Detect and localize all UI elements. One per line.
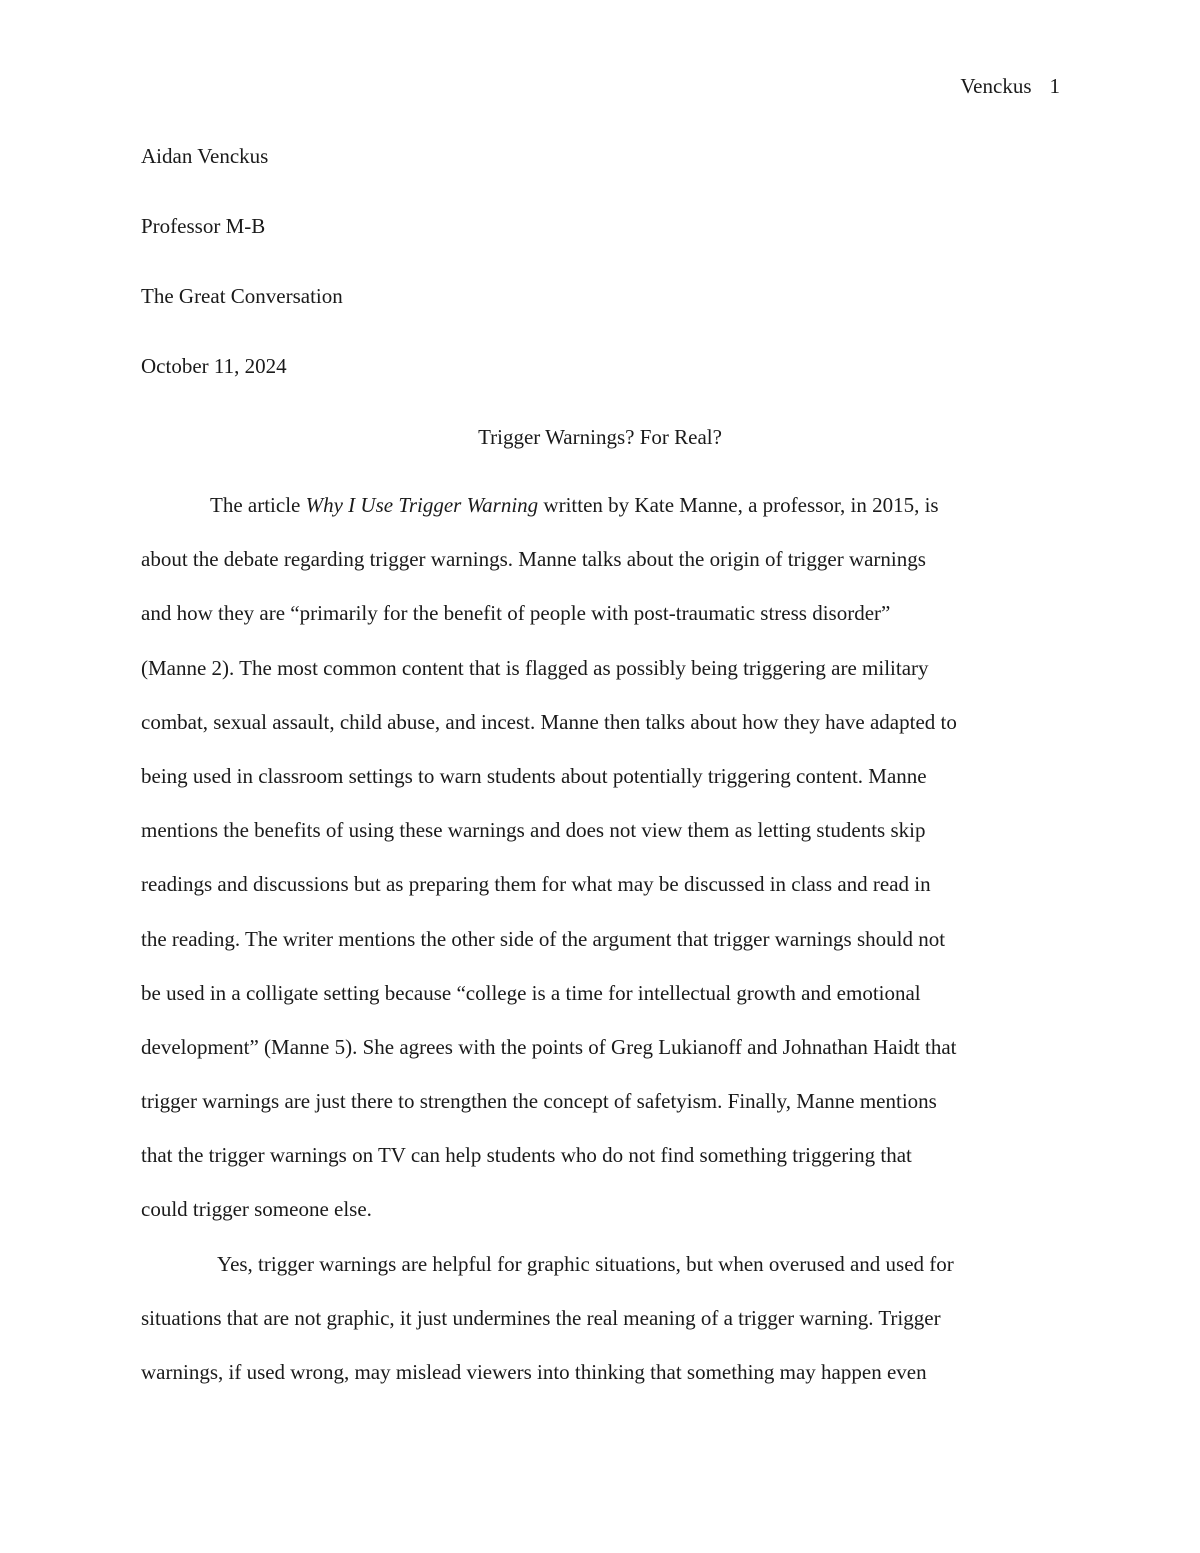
professor-name: Professor M-B: [141, 214, 266, 238]
text-line: about the debate regarding trigger warnings. Manne talks about the origin of trigger warnings: [141, 547, 926, 572]
text-line: could trigger someone else.: [141, 1197, 372, 1222]
text-line: readings and discussions but as preparing them for what may be discussed in class and read in: [141, 872, 931, 897]
line-text: written by Kate Manne, a professor, in 2015, is: [538, 493, 939, 517]
course-name: The Great Conversation: [141, 284, 343, 308]
text-line: that the trigger warnings on TV can help students who do not find something triggering that: [141, 1143, 912, 1168]
text-line: Yes, trigger warnings are helpful for graphic situations, but when overused and used for: [217, 1251, 954, 1276]
line-text: The article: [210, 493, 306, 517]
paragraph-1-line-1: [141, 478, 1059, 532]
text-line: situations that are not graphic, it just undermines the real meaning of a trigger warning. Trigger: [141, 1305, 941, 1330]
text-line: combat, sexual assault, child abuse, and incest. Manne then talks about how they have adapted to: [141, 709, 957, 734]
page-number: 1: [1049, 74, 1060, 98]
running-head: [960, 73, 1060, 99]
text-line: mentions the benefits of using these warnings and does not view them as letting students skip: [141, 818, 926, 843]
article-title: Why I Use Trigger Warning: [305, 493, 539, 517]
text-line: and how they are “primarily for the benefit of people with post-traumatic stress disorder”: [141, 601, 891, 626]
text-line: trigger warnings are just there to strengthen the concept of safetyism. Finally, Manne mentions: [141, 1089, 937, 1114]
text-line: the reading. The writer mentions the other side of the argument that trigger warnings should not: [141, 926, 946, 951]
running-head-surname: Venckus: [960, 74, 1032, 98]
essay-body: [141, 478, 1059, 1399]
paragraph-2: [141, 1237, 1059, 1400]
author-name: Aidan Venckus: [141, 144, 269, 168]
text-line: development” (Manne 5). She agrees with the points of Greg Lukianoff and Johnathan Haidt that: [141, 1034, 957, 1059]
text-line: warnings, if used wrong, may mislead viewers into thinking that something may happen even: [141, 1360, 927, 1384]
text-line: (Manne 2). The most common content that is flagged as possibly being triggering are military: [141, 655, 929, 680]
essay-date: October 11, 2024: [141, 354, 287, 378]
essay-title: Trigger Warnings? For Real?: [478, 425, 722, 449]
text-line: be used in a colligate setting because “college is a time for intellectual growth and emotional: [141, 980, 921, 1005]
text-line: being used in classroom settings to warn students about potentially triggering content. Manne: [141, 763, 927, 788]
mla-heading: [141, 143, 1059, 423]
paragraph-1: [141, 478, 1059, 1237]
